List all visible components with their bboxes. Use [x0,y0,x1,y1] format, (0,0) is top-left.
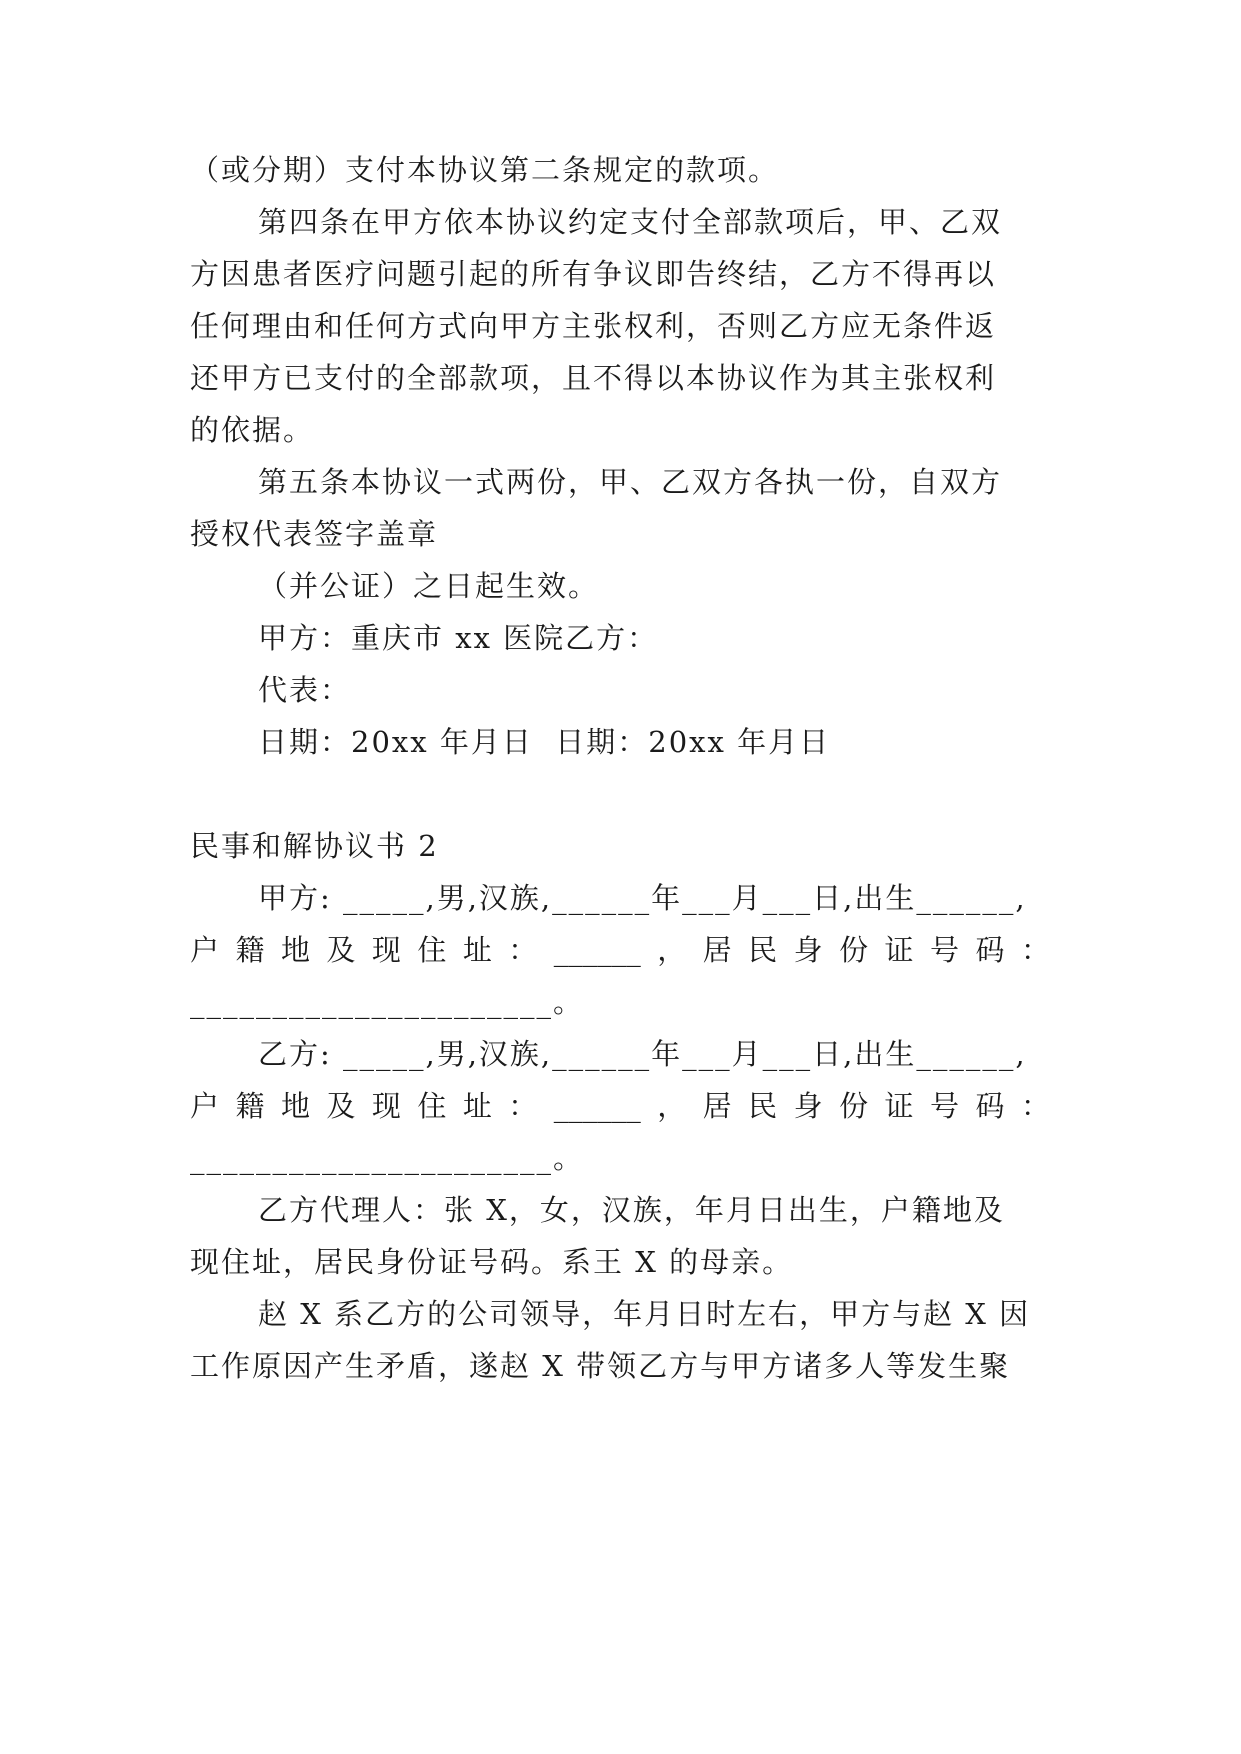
text-line: 乙方: _____,男,汉族,______年___月___日,出生______, [258,1037,1027,1071]
text-line: 任何理由和任何方式向甲方主张权利，否则乙方应无条件返 [190,309,997,343]
text-line: ______________________。 [190,1141,585,1175]
text-line: 工作原因产生矛盾，遂赵 X 带领乙方与甲方诸多人等发生聚 [190,1349,1011,1383]
text-line: 的依据。 [190,413,315,447]
text-line: 第五条本协议一式两份，甲、乙双方各执一份，自双方 [258,465,1003,499]
text-line: 还甲方已支付的全部款项，且不得以本协议作为其主张权利 [190,361,997,395]
text-line: 代表： [258,673,352,707]
text-line: （或分期）支付本协议第二条规定的款项。 [190,153,780,187]
text-line: 授权代表签字盖章 [190,517,439,551]
text-line: 日期：20xx 年月日 日期：20xx 年月日 [258,725,831,759]
text-line: 乙方代理人：张 X，女，汉族，年月日出生，户籍地及 [258,1193,1005,1227]
text-line: 甲方: _____,男,汉族,______年___月___日,出生______, [258,881,1027,915]
text-line: 现住址，居民身份证号码。系王 X 的母亲。 [190,1245,794,1279]
text-line: 方因患者医疗问题引起的所有争议即告终结，乙方不得再以 [190,257,997,291]
spaced-line-party-b: 户 籍 地 及 现 住 址 ： ______ ， 居 民 身 份 证 号 码 ： [190,1089,1050,1123]
text-line: 赵 X 系乙方的公司领导，年月日时左右，甲方与赵 X 因 [258,1297,1031,1331]
text-line: 甲方：重庆市 xx 医院乙方： [258,621,659,655]
spaced-line-party-a: 户 籍 地 及 现 住 址 ： ______ ， 居 民 身 份 证 号 码 ： [190,933,1050,967]
section-title: 民事和解协议书 2 [190,829,439,863]
text-line: 第四条在甲方依本协议约定支付全部款项后，甲、乙双 [258,205,1003,239]
text-line: （并公证）之日起生效。 [258,569,600,603]
text-line: ______________________。 [190,985,585,1019]
